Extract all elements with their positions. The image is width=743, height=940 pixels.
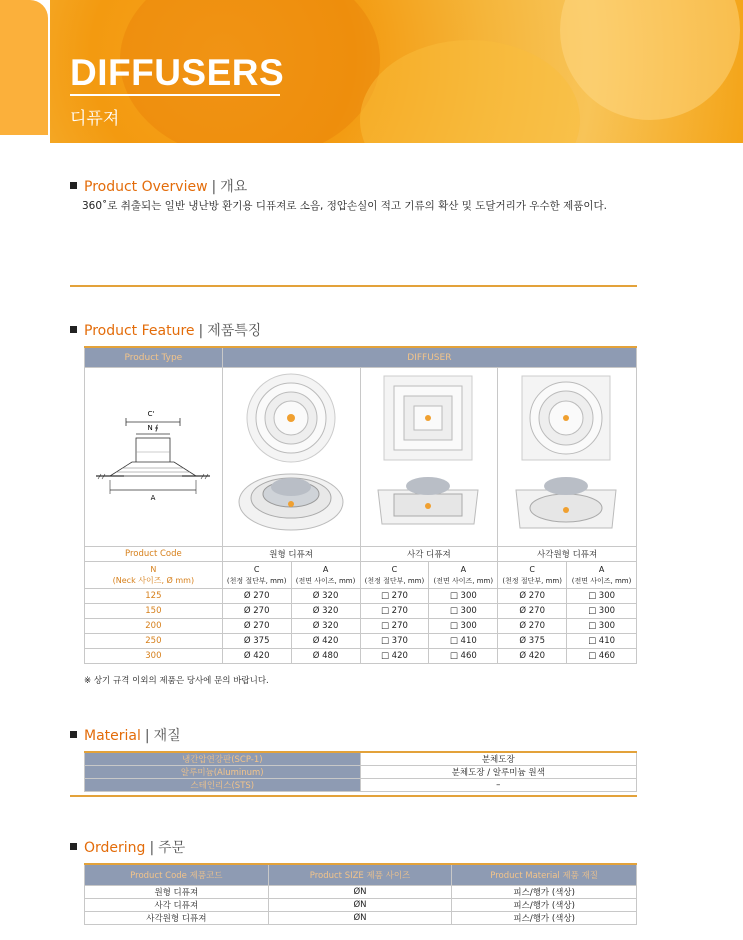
table-cell: Ø 420 [291,634,360,649]
order-code: 사각원형 디퓨져 [85,912,269,925]
bullet-square-icon [70,843,77,850]
order-code: 사각 디퓨져 [85,899,269,912]
square-round-diffuser-image [498,368,637,547]
table-row [85,604,637,619]
material-name: 스테인리스(STS) [85,779,361,792]
a-header: A (전면 사이즈, mm) [429,562,498,589]
table-cell: □ 270 [360,604,429,619]
table-cell: □ 300 [429,589,498,604]
table-row [85,779,637,792]
table-cell: □ 270 [360,589,429,604]
table-cell: □ 300 [567,604,637,619]
neck-size: 200 [85,619,223,634]
a-header: A (전면 사이즈, mm) [567,562,637,589]
order-size: ØN [268,912,452,925]
material-table [84,751,637,792]
dim-a-label: A [150,494,156,502]
table-cell: Ø 270 [222,604,291,619]
material-finish: 분체도장 / 알루미늄 원색 [360,766,636,779]
column-header: Product Material 제품 재질 [452,864,637,886]
table-cell: □ 300 [567,619,637,634]
table-cell: Ø 375 [222,634,291,649]
table-cell: Ø 320 [291,604,360,619]
table-cell: Ø 420 [222,649,291,664]
neck-size: 125 [85,589,223,604]
material-heading: Material | 재질 [70,725,181,745]
material-name: 알루미늄(Aluminum) [85,766,361,779]
order-material: 피스/행가 (색상) [452,899,637,912]
material-finish: – [360,779,636,792]
table-cell: Ø 420 [498,649,567,664]
product-code-label: Product Code [85,547,223,562]
ordering-table [84,863,637,925]
product-type-value: DIFFUSER [222,347,636,368]
code-round: 원형 디퓨져 [222,547,360,562]
order-material: 피스/행가 (색상) [452,886,637,899]
dimension-diagram [85,368,223,547]
c-header: C (천정 절단부, mm) [222,562,291,589]
table-cell: Ø 480 [291,649,360,664]
order-size: ØN [268,886,452,899]
c-header: C (천정 절단부, mm) [360,562,429,589]
table-cell: □ 300 [429,604,498,619]
table-cell: □ 370 [360,634,429,649]
feature-note: ※ 상기 규격 이외의 제품은 당사에 문의 바랍니다. [84,676,269,686]
table-cell: □ 460 [429,649,498,664]
diffuser-section-diagram [88,402,218,512]
table-cell: Ø 270 [222,619,291,634]
table-cell: □ 300 [567,589,637,604]
ordering-heading: Ordering | 주문 [70,837,185,857]
square-diffuser-image [360,368,498,547]
title-underline [70,94,280,96]
feature-table [84,346,637,664]
neck-size: 300 [85,649,223,664]
column-header: Product SIZE 제품 사이즈 [268,864,452,886]
page-subtitle: 디퓨져 [70,109,120,129]
table-cell: Ø 270 [498,619,567,634]
table-cell: □ 270 [360,619,429,634]
dimension-header-row [85,562,637,589]
bullet-square-icon [70,731,77,738]
product-type-label: Product Type [85,347,223,368]
table-cell: Ø 270 [498,604,567,619]
table-cell: □ 410 [429,634,498,649]
table-cell: Ø 320 [291,619,360,634]
material-name: 냉간압연강판(SCP-1) [85,752,361,766]
table-cell: Ø 375 [498,634,567,649]
neck-size: 250 [85,634,223,649]
product-code-row [85,547,637,562]
code-square-round: 사각원형 디퓨져 [498,547,637,562]
overview-text: 360˚로 취출되는 일반 냉난방 환기용 디퓨져로 소음, 정압손실이 적고 기류의 확산 및 도달거리가 우수한 제품이다. [82,200,607,212]
image-row [85,368,637,547]
table-header-row [85,347,637,368]
neck-size: 150 [85,604,223,619]
code-square: 사각 디퓨져 [360,547,498,562]
table-row [85,589,637,604]
table-cell: □ 300 [429,619,498,634]
table-row [85,634,637,649]
c-header: C (천정 절단부, mm) [498,562,567,589]
table-cell: □ 410 [567,634,637,649]
round-diffuser-image [222,368,360,547]
page-title: DIFFUSERS [70,52,285,93]
feature-heading: Product Feature | 제품특징 [70,320,261,340]
table-cell: Ø 320 [291,589,360,604]
a-header: A (전면 사이즈, mm) [291,562,360,589]
table-header-row [85,864,637,886]
material-finish: 분체도장 [360,752,636,766]
dim-c-label: C' [147,410,155,418]
table-cell: Ø 270 [498,589,567,604]
section-divider [70,285,637,287]
table-row [85,752,637,766]
table-row [85,912,637,925]
table-row [85,619,637,634]
bullet-square-icon [70,182,77,189]
order-size: ØN [268,899,452,912]
table-row [85,899,637,912]
order-code: 원형 디퓨져 [85,886,269,899]
bullet-square-icon [70,326,77,333]
table-row [85,886,637,899]
table-row [85,766,637,779]
column-header: Product Code 제품코드 [85,864,269,886]
order-material: 피스/행가 (색상) [452,912,637,925]
overview-heading: Product Overview | 개요 [70,176,247,196]
table-row [85,649,637,664]
dim-n-label: N ∮ [147,424,159,432]
table-cell: □ 420 [360,649,429,664]
table-cell: Ø 270 [222,589,291,604]
table-cell: □ 460 [567,649,637,664]
n-header: N (Neck 사이즈, Ø mm) [85,562,223,589]
section-divider [70,795,637,797]
